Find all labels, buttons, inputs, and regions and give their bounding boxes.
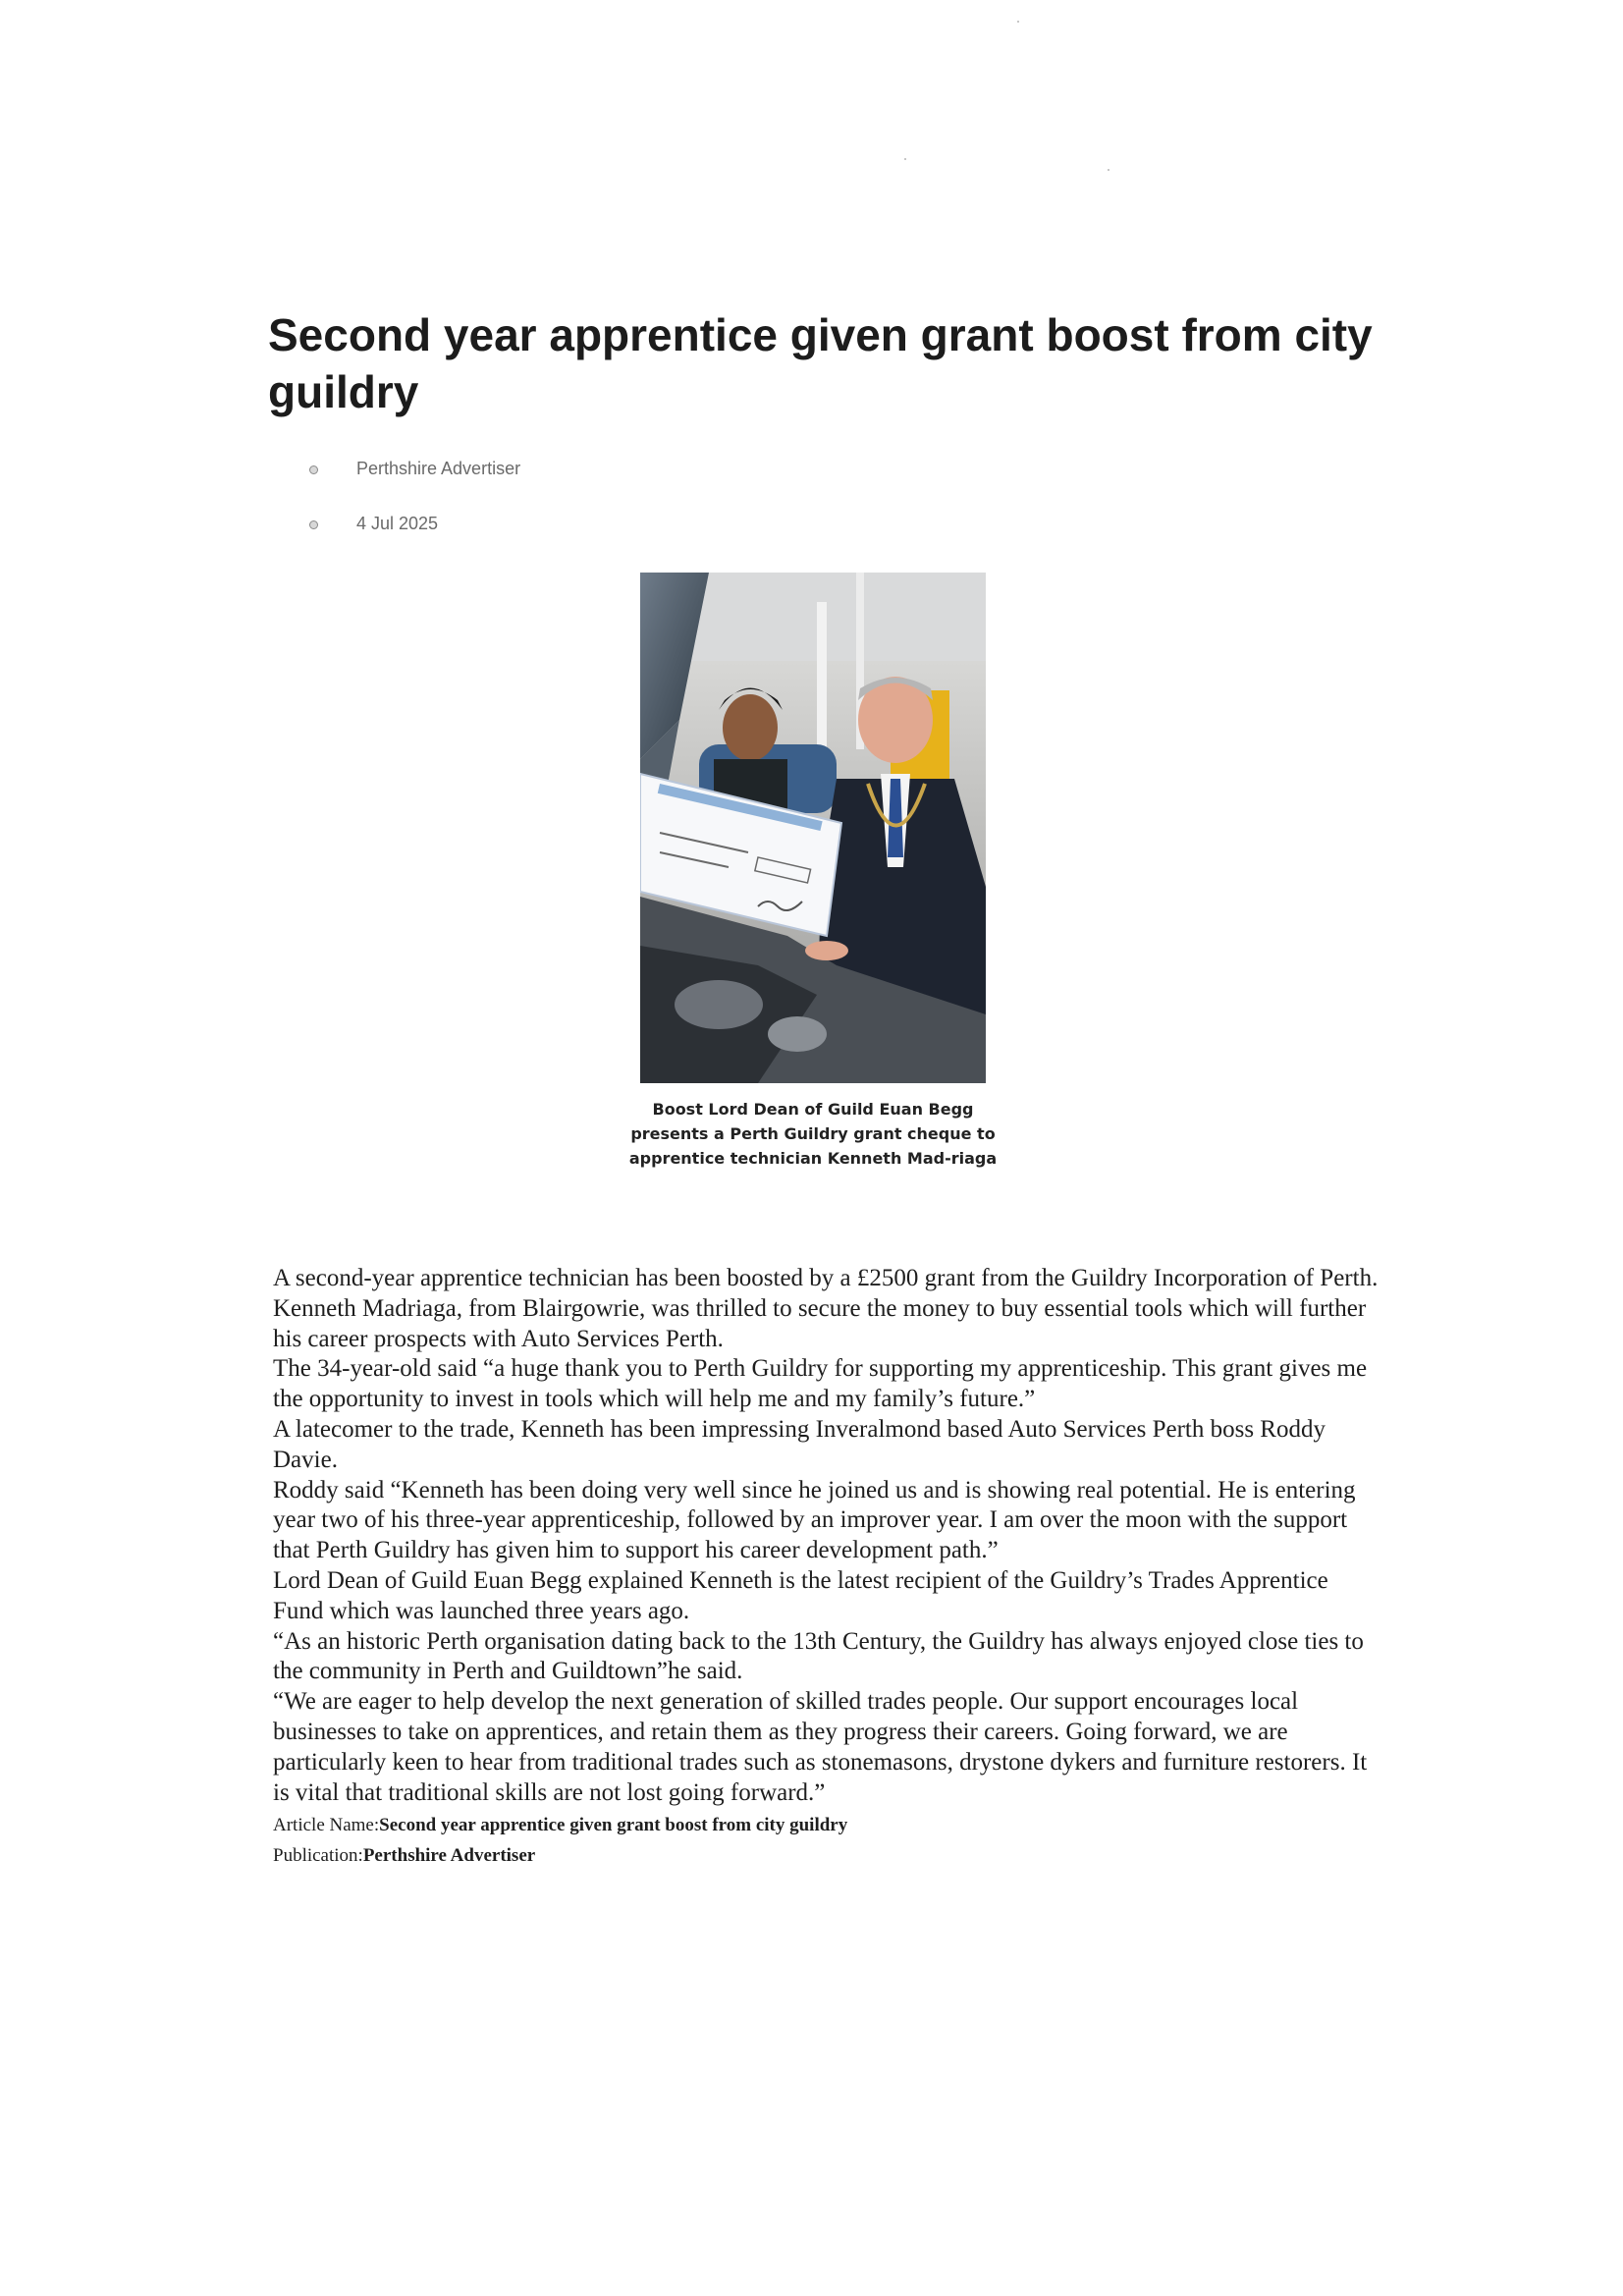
article-paragraph: Kenneth Madriaga, from Blairgowrie, was thrilled to secure the money to buy essential tools which will further his career prospects with Auto Services Perth.: [273, 1294, 1367, 1352]
article-photo: [640, 573, 986, 1083]
article-name-line: [273, 1810, 1382, 1840]
scan-speck: [904, 158, 906, 160]
photo-image: [640, 573, 986, 1083]
article-paragraph: A second-year apprentice technician has been boosted by a £2500 grant from the Guildry Incorporation of Perth.: [273, 1265, 1379, 1291]
scan-speck: [1017, 21, 1019, 23]
article-paragraph: “We are eager to help develop the next generation of skilled trades people. Our support encourages local businesses to take on apprentices, and retain them as they progress their careers. Going forward, we are particularly keen to hear from traditional trades such as stonemasons, drystone dykers and furniture restorers. It is vital that traditional skills are not lost going forward.”: [273, 1688, 1368, 1806]
scan-speck: [1108, 169, 1109, 171]
article-title: Second year apprentice given grant boost from city guildry: [268, 309, 1373, 417]
bullet-icon: [309, 465, 318, 474]
meta-source-text: Perthshire Advertiser: [356, 459, 521, 478]
article-paragraph: The 34-year-old said “a huge thank you to Perth Guildry for supporting my apprenticeship. This grant gives me the opportunity to invest in tools which will help me and my family’s future.”: [273, 1355, 1368, 1413]
article-paragraph: “As an historic Perth organisation dating back to the 13th Century, the Guildry has always enjoyed close ties to the community in Perth and Guildtown”he said.: [273, 1627, 1364, 1685]
bullet-icon: [309, 520, 318, 529]
publication-line: [273, 1840, 1382, 1871]
publication-label: Publication:: [273, 1845, 363, 1867]
article-body: [273, 1264, 1382, 1871]
article-paragraph: Roddy said “Kenneth has been doing very well since he joined us and is showing real potential. He is entering year two of his three-year apprenticeship, followed by an improver year. I am over the moon with the support that Perth Guildry has given him to support his career development path.”: [273, 1476, 1356, 1564]
article-paragraph: Lord Dean of Guild Euan Begg explained Kenneth is the latest recipient of the Guildry’s Trades Apprentice Fund which was launched three years ago.: [273, 1566, 1328, 1624]
article-footer: [273, 1810, 1382, 1871]
publication-value: Perthshire Advertiser: [362, 1845, 536, 1867]
meta-source: [309, 458, 520, 513]
article-name-label: Article Name:: [273, 1815, 380, 1836]
photo-caption: Boost Lord Dean of Guild Euan Begg presents a Perth Guildry grant cheque to apprentice technician Kenneth Mad-riaga: [628, 1100, 998, 1168]
meta-date: [309, 513, 520, 568]
meta-date-text: 4 Jul 2025: [356, 514, 439, 533]
article-paragraph: A latecomer to the trade, Kenneth has been impressing Inveralmond based Auto Services Perth boss Roddy Davie.: [273, 1415, 1325, 1473]
article-meta-list: [309, 458, 520, 568]
article-name-value: Second year apprentice given grant boost from city guildry: [379, 1815, 848, 1836]
